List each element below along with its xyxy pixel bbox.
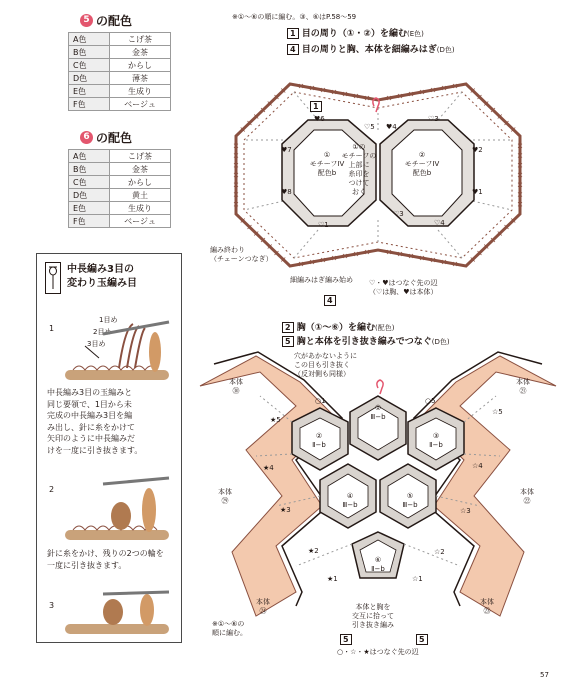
step-1-text	[47, 387, 142, 456]
text-line: モチーフの	[341, 152, 377, 160]
color-key: C色	[69, 176, 110, 189]
color-row	[69, 85, 171, 98]
color-row	[69, 46, 171, 59]
heading-color: (E色)	[406, 30, 424, 38]
text-line: ①	[323, 151, 331, 159]
join-mark: ★2	[308, 547, 319, 555]
hex-type: Ⅱ−b	[371, 565, 385, 573]
heart-mark: ♥8	[281, 188, 292, 196]
text-line: 配色b	[412, 169, 432, 177]
step-2-text	[47, 548, 164, 571]
color-value: 黄土	[110, 189, 171, 202]
color-value: ベージュ	[110, 98, 171, 111]
heart-mark: ♡5	[364, 123, 375, 131]
body-label: 本体	[218, 488, 232, 496]
text-line: 本体と胸を	[355, 603, 391, 611]
step-1-label: 3目め	[87, 340, 106, 348]
chest-hex-label	[362, 556, 394, 574]
step-box-number: 5	[416, 634, 428, 645]
body-number: ㉑	[519, 387, 527, 395]
number-badge: 6	[80, 131, 93, 144]
hex-number: ④	[346, 492, 354, 500]
box-5-left	[340, 627, 352, 646]
body-label: 本体	[480, 598, 494, 606]
body-part-label	[212, 488, 238, 506]
color-row	[69, 163, 171, 176]
color-key: E色	[69, 202, 110, 215]
color-value: 金茶	[110, 46, 171, 59]
heading-text: 胸（①〜⑥）を編む	[296, 323, 375, 333]
color-key: A色	[69, 150, 110, 163]
chest-hex-label	[303, 432, 335, 450]
step-1-label: 2目め	[93, 328, 112, 336]
step-box-number: 4	[324, 295, 336, 306]
color-row	[69, 59, 171, 72]
hex-number: ②	[315, 432, 323, 440]
color-value: 生成り	[110, 202, 171, 215]
text-line: 上部に	[348, 161, 370, 169]
body-number: ㉔	[259, 607, 267, 615]
heading-text: 胸と本体を引き抜き編みでつなぐ	[296, 337, 432, 347]
top-step-4-heading	[287, 44, 455, 56]
text-line: 編み終わり	[210, 246, 245, 254]
technique-title-2: 変わり玉編み目	[67, 278, 137, 289]
chest-hex-label	[362, 404, 394, 422]
chest-hex-label	[420, 432, 452, 450]
text-line: ①の	[352, 143, 366, 151]
color-key: B色	[69, 46, 110, 59]
step-box-number: 1	[310, 101, 322, 112]
body-number: ㉙	[221, 497, 229, 505]
heart-mark: ♥4	[386, 123, 397, 131]
color-key: D色	[69, 72, 110, 85]
color-key: D色	[69, 189, 110, 202]
hex-type: Ⅲ−b	[370, 413, 386, 421]
color-value: こげ茶	[110, 33, 171, 46]
body-label: 本体	[516, 378, 530, 386]
color-row	[69, 215, 171, 228]
body-number: ㉒	[523, 497, 531, 505]
color-key: F色	[69, 98, 110, 111]
color-value: こげ茶	[110, 150, 171, 163]
step-box-number: 2	[282, 322, 294, 333]
join-mark: ○5	[425, 397, 436, 405]
top-legend	[369, 279, 438, 297]
text-line: 中長編み3目の玉編みと	[47, 388, 133, 397]
text-line: 同じ要領で、1目から未	[47, 399, 132, 409]
step-box-number: 5	[282, 336, 294, 347]
color-value: 生成り	[110, 85, 171, 98]
color-value: ベージュ	[110, 215, 171, 228]
hex-type: Ⅲ−b	[342, 501, 358, 509]
step-box-number: 5	[340, 634, 352, 645]
heart-mark: ♡4	[434, 219, 445, 227]
join-mark: ☆4	[472, 462, 483, 470]
text-line: おく	[352, 188, 366, 196]
text-line: 順に編む。	[212, 629, 247, 637]
text-line: 配色b	[317, 169, 337, 177]
body-number: ㉚	[232, 387, 240, 395]
step-3-illustration	[63, 590, 173, 638]
step-3-number: 3	[49, 601, 55, 610]
hex-number: ⑤	[406, 492, 414, 500]
color-value: 薄茶	[110, 72, 171, 85]
box-5-right	[416, 627, 428, 646]
bottom-legend: ○・☆・★はつなぐ先の辺	[337, 648, 419, 656]
color-table-title-text: の配色	[96, 131, 133, 145]
top-step-1-heading	[287, 28, 424, 40]
heading-color: (D色)	[431, 338, 450, 346]
color-table-title-text: の配色	[96, 14, 133, 28]
join-mark: ☆3	[460, 507, 471, 515]
color-table-6	[68, 149, 171, 228]
heart-mark: ♥1	[472, 188, 483, 196]
color-row	[69, 98, 171, 111]
text-line: モチーフIV	[404, 160, 440, 168]
text-line: （♡は胸、♥は本体）	[369, 288, 438, 296]
center-note	[337, 143, 381, 197]
heading-color: (D色)	[436, 46, 455, 54]
color-value: からし	[110, 59, 171, 72]
chest-hex-label	[394, 492, 426, 510]
body-label: 本体	[256, 598, 270, 606]
body-part-label	[223, 378, 249, 396]
text-line: 穴があかないように	[294, 352, 357, 360]
step-2-number: 2	[49, 485, 55, 494]
heading-text: 目の周りと胸、本体を細編みはぎ	[301, 45, 437, 55]
step-box-number: 4	[287, 44, 299, 55]
hex-number: ①	[374, 404, 382, 412]
color-row	[69, 202, 171, 215]
text-line: けを一度に引き抜きます。	[47, 445, 143, 455]
heart-mark: ♥7	[281, 146, 292, 154]
body-part-label	[510, 378, 536, 396]
color-value: 金茶	[110, 163, 171, 176]
page-number: 57	[540, 671, 549, 679]
step-2-illustration	[63, 472, 173, 548]
heart-mark: ♡1	[318, 221, 329, 229]
text-line: ②	[418, 151, 426, 159]
color-table-5-title	[80, 12, 132, 29]
text-line: モチーフIV	[309, 160, 345, 168]
order-note	[212, 620, 247, 638]
hex-number: ⑥	[374, 556, 382, 564]
color-row	[69, 150, 171, 163]
text-line: 引き抜き編み	[352, 621, 394, 629]
color-row	[69, 189, 171, 202]
box-1-marker	[310, 94, 322, 113]
hex-number: ③	[432, 432, 440, 440]
body-label: 本体	[229, 378, 243, 386]
hex-type: Ⅱ−b	[312, 441, 326, 449]
top-order-note: ※①〜⑥の順に編む。③、⑥はP.58〜59	[232, 13, 357, 21]
color-key: F色	[69, 215, 110, 228]
color-key: B色	[69, 163, 110, 176]
hex-type: Ⅲ−b	[402, 501, 418, 509]
join-mark: ★1	[327, 575, 338, 583]
heart-mark: ♥2	[472, 146, 483, 154]
text-line: 矢印のように中長編みだ	[47, 434, 135, 443]
step-1-illustration	[63, 318, 173, 390]
join-mark: ★5	[270, 416, 281, 424]
number-badge: 5	[80, 14, 93, 27]
text-line: （反対側も同様）	[294, 370, 350, 378]
color-key: A色	[69, 33, 110, 46]
heart-mark: ♥6	[314, 115, 325, 123]
body-part-label	[514, 488, 540, 506]
step-1-number: 1	[49, 324, 55, 333]
color-row	[69, 176, 171, 189]
text-line: つけて	[348, 179, 370, 187]
body-number: ㉓	[483, 607, 491, 615]
step-box-number: 1	[287, 28, 299, 39]
technique-title-1: 中長編み3目の	[67, 264, 134, 275]
join-mark: ☆1	[412, 575, 423, 583]
color-table-5	[68, 32, 171, 111]
text-line: 交互に拾って	[352, 612, 394, 620]
crochet-symbol-icon	[45, 262, 61, 294]
join-mark: ○1	[315, 397, 326, 405]
heart-mark: ♡3	[393, 210, 404, 218]
join-mark: ☆2	[434, 548, 445, 556]
join-mark: ★4	[263, 464, 274, 472]
body-part-label	[250, 598, 276, 616]
text-line: この目も引き抜く	[294, 361, 350, 369]
end-label	[210, 246, 273, 264]
join-mark: ★3	[280, 506, 291, 514]
body-part-label	[474, 598, 500, 616]
step-1-label: 1目め	[99, 316, 118, 324]
start-label: 細編みはぎ編み始め	[290, 276, 353, 284]
hex-type: Ⅱ−b	[429, 441, 443, 449]
text-line: 一度に引き抜きます。	[47, 560, 127, 570]
text-line: （チェーンつなぎ）	[210, 255, 273, 263]
body-label: 本体	[520, 488, 534, 496]
text-line: 針に糸をかけ、残りの2つの輪を	[47, 549, 164, 558]
heading-text: 目の周り（①・②）を編む	[301, 29, 407, 39]
bottom-step-2-heading	[282, 322, 394, 334]
text-line: 完成の中長編み3目を編	[47, 411, 133, 420]
text-line: ♡・♥はつなぐ先の辺	[369, 279, 438, 287]
join-mark: ☆5	[492, 408, 503, 416]
color-row	[69, 72, 171, 85]
color-key: C色	[69, 59, 110, 72]
color-value: からし	[110, 176, 171, 189]
join-note	[352, 603, 394, 630]
heading-color: (配色)	[374, 324, 395, 332]
color-key: E色	[69, 85, 110, 98]
color-table-6-title	[80, 129, 132, 146]
chest-hex-label	[334, 492, 366, 510]
heart-mark: ♡3	[428, 115, 439, 123]
text-line: ※①〜⑥の	[212, 620, 245, 628]
box-4-marker	[324, 288, 336, 307]
right-motif-label	[398, 151, 446, 178]
text-line: み出し、針に糸をかけて	[47, 422, 135, 432]
technique-box	[36, 253, 182, 643]
text-line: 糸印を	[348, 170, 370, 178]
color-row	[69, 33, 171, 46]
